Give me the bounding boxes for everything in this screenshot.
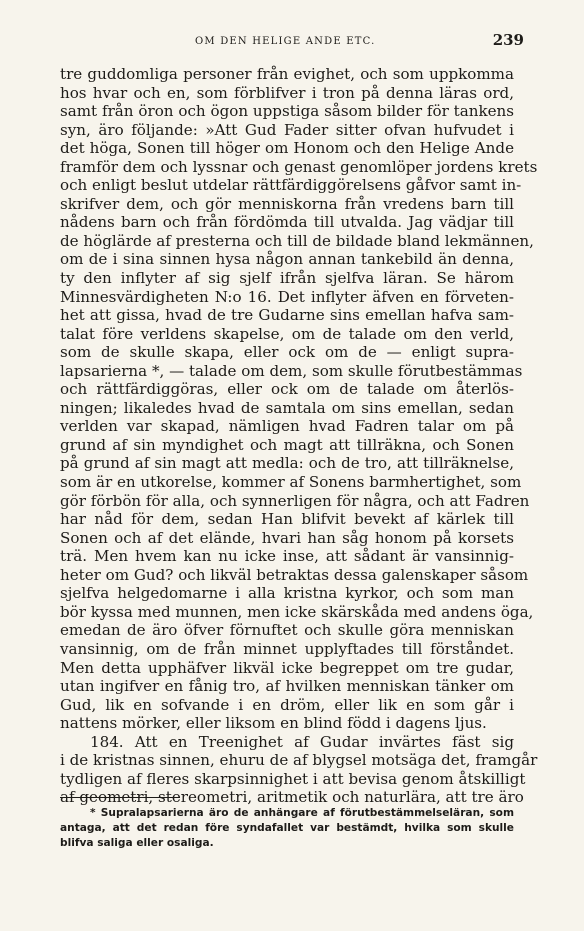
text-line: det höga, Sonen till höger om Honom och den Helige Ande <box>60 139 514 158</box>
body-text <box>60 65 538 807</box>
text-line: talat före verldens skapelse, om de talade om den verld, <box>60 324 514 343</box>
text-line: het att gissa, hvad de tre Gudarne sins emellan hafva sam- <box>60 306 514 325</box>
text-line: Sonen och af det elände, hvari han såg honom på korsets <box>60 528 514 547</box>
text-line: hos hvar och en, som förblifver i tron på denna läras ord, <box>60 83 514 102</box>
paragraph-start-line: 184. Att en Treenighet af Gudar invärtes fäst sig <box>90 732 514 751</box>
text-line: gör förbön för alla, och synnerligen för några, och att Fadren <box>60 491 530 510</box>
footnote <box>60 806 514 851</box>
text-line: af geometri, stereometri, aritmetik och naturlära, att tre äro <box>60 788 524 807</box>
footnote-line: blifva saliga eller osaliga. <box>60 837 214 849</box>
text-line: Men detta upphäfver likväl icke begreppet om tre gudar, <box>60 658 514 677</box>
text-line: som de skulle skapa, eller ock om de — enligt supra- <box>60 343 514 362</box>
text-line: tre guddomliga personer från evighet, och som uppkomma <box>60 65 514 83</box>
text-line: lapsarierna *, — talade om dem, som skulle förutbestämmas <box>60 361 523 380</box>
text-line: ningen; likaledes hvad de samtala om sins emellan, sedan <box>60 398 514 417</box>
text-line: samt från öron och ögon uppstiga såsom bilder för tankens <box>60 102 514 121</box>
text-line: nådens barn och från fördömda till utvalda. Jag vädjar till <box>60 213 514 232</box>
text-line: Minnesvärdigheten N:o 16. Det inflyter äfven en förveten- <box>60 287 514 306</box>
text-line: nattens mörker, eller liksom en blind född i dagens ljus. <box>60 714 487 733</box>
text-line: tydligen af fleres skarpsinnighet i att bevisa genom åtskilligt <box>60 769 526 788</box>
text-line: bör kyssa med munnen, men icke skärskåda med andens öga, <box>60 602 534 621</box>
text-line: verlden var skapad, nämligen hvad Fadren talar om på <box>60 417 514 436</box>
text-line: vansinnig, om de från minnet upplyftades till förståndet. <box>60 639 514 658</box>
text-line: och rättfärdiggöras, eller ock om de talade om återlös- <box>60 380 514 399</box>
text-line: heter om Gud? och likväl betraktas dessa galenskaper såsom <box>60 565 529 584</box>
text-line: och enligt beslut utdelar rättfärdiggörelsens gåfvor samt in- <box>60 176 522 195</box>
text-line: framför dem och lyssnar och genast genomlöper jordens krets <box>60 157 538 176</box>
text-line: grund af sin myndighet och magt att tillräkna, och Sonen <box>60 435 514 454</box>
text-line: de höglärde af presterna och till de bildade bland lekmännen, <box>60 231 534 250</box>
page-number: 239 <box>492 31 524 49</box>
footnote-divider <box>60 797 180 798</box>
text-line: utan ingifver en fånig tro, af hvilken menniskan tänker om <box>60 677 514 696</box>
text-line: emedan de äro öfver förnuftet och skulle göra menniskan <box>60 621 514 640</box>
page-header <box>60 31 524 54</box>
text-line: skrifver dem, och gör menniskorna från vredens barn till <box>60 194 514 213</box>
text-line: syn, äro följande: »Att Gud Fader sitter ofvan hufvudet i <box>60 120 514 139</box>
text-line: som är en utkorelse, kommer af Sonens barmhertighet, som <box>60 473 522 492</box>
text-line: på grund af sin magt att medla: och de tro, att tillräknelse, <box>60 454 514 473</box>
text-line: sjelfva helgedomarne i alla kristna kyrkor, och som man <box>60 584 514 603</box>
text-line: har nåd för dem, sedan Han blifvit bevekt af kärlek till <box>60 510 514 529</box>
text-line: om de i sina sinnen hysa någon annan tankebild än denna, <box>60 250 514 269</box>
text-line: trä. Men hvem kan nu icke inse, att sådant är vansinnig- <box>60 547 514 566</box>
footnote-line: * Supralapsarierna äro de anhängare af förutbestämmelseläran, som <box>90 807 514 819</box>
text-line: Gud, lik en sofvande i en dröm, eller lik en som går i <box>60 695 514 714</box>
running-title: OM DEN HELIGE ANDE ETC. <box>195 36 376 47</box>
text-line: i de kristnas sinnen, ehuru de af blygsel motsäga det, framgår <box>60 751 538 770</box>
text-line: ty den inflyter af sig sjelf ifrån sjelfva läran. Se härom <box>60 269 514 288</box>
footnote-line: antaga, att det redan före syndafallet var bestämdt, hvilka som skulle <box>60 822 514 834</box>
